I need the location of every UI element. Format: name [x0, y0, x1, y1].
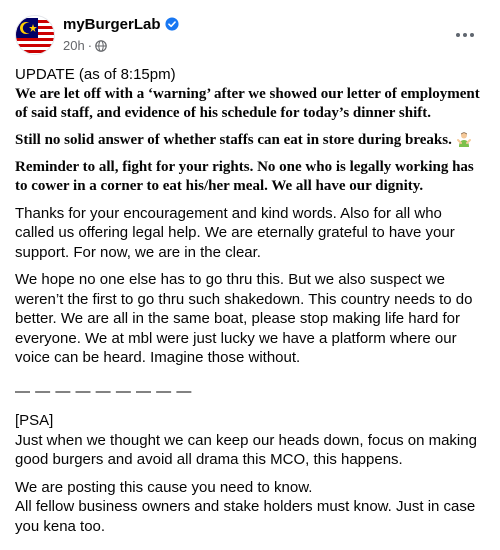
divider-line: — — — — — — — — —: [15, 382, 192, 400]
meta-separator: ·: [87, 38, 93, 53]
post-header: [15, 11, 485, 61]
bold-paragraph-3: Reminder to all, fight for your rights. No one who is legally working has to cower in a corner to eat his/her meal. We all have our dignity.: [15, 158, 474, 194]
more-options-icon[interactable]: [453, 23, 477, 47]
paragraph-thanks: Thanks for your encouragement and kind words. Also for all who called us offering legal help. We are eternally grateful to have your support. For now, we are in the clear.: [15, 204, 455, 261]
paragraph-hope: We hope no one else has to go thru this. But we also suspect we weren’t the first to go thru such shakedown. This country needs to do better. We are all in the same boat, please stop making life hard for everyone. We at mbl were just lucky we have a platform where our voice can be heard. Imagine those without.: [15, 271, 473, 366]
page-name-row: [63, 16, 179, 33]
post-meta: [63, 38, 107, 53]
post-body: [15, 65, 485, 544]
post-time[interactable]: 20h: [63, 38, 85, 53]
verified-badge-icon: [165, 17, 179, 31]
psa-tag: [PSA]: [15, 412, 54, 429]
bold-paragraph-2: [15, 131, 485, 150]
bold-paragraph-2-text: Still no solid answer of whether staffs can eat in store during breaks.: [15, 131, 452, 148]
malaysia-flag-logo: [16, 16, 55, 55]
more-dot: [456, 33, 460, 37]
man-gesturing-emoji-icon: [456, 131, 472, 147]
update-heading: [15, 65, 485, 85]
globe-icon[interactable]: [95, 40, 107, 52]
business-owners-notice: All fellow business owners and stake holders must know. Just in case you kena too.: [15, 498, 476, 535]
posting-reason: We are posting this cause you need to know.: [15, 478, 313, 496]
more-dot: [463, 33, 467, 37]
page-avatar[interactable]: [15, 15, 55, 55]
page-name-link[interactable]: myBurgerLab: [63, 16, 161, 33]
psa-paragraph: Just when we thought we can keep our heads down, focus on making good burgers and avoid all drama this MCO, this happens.: [15, 431, 477, 468]
more-dot: [470, 33, 474, 37]
update-heading-text: UPDATE (as of 8:15pm): [15, 66, 176, 83]
bold-paragraph-1: We are let off with a ‘warning’ after we showed our letter of employment of said staff, and evidence of his schedule for today’s dinner shift.: [15, 85, 480, 121]
